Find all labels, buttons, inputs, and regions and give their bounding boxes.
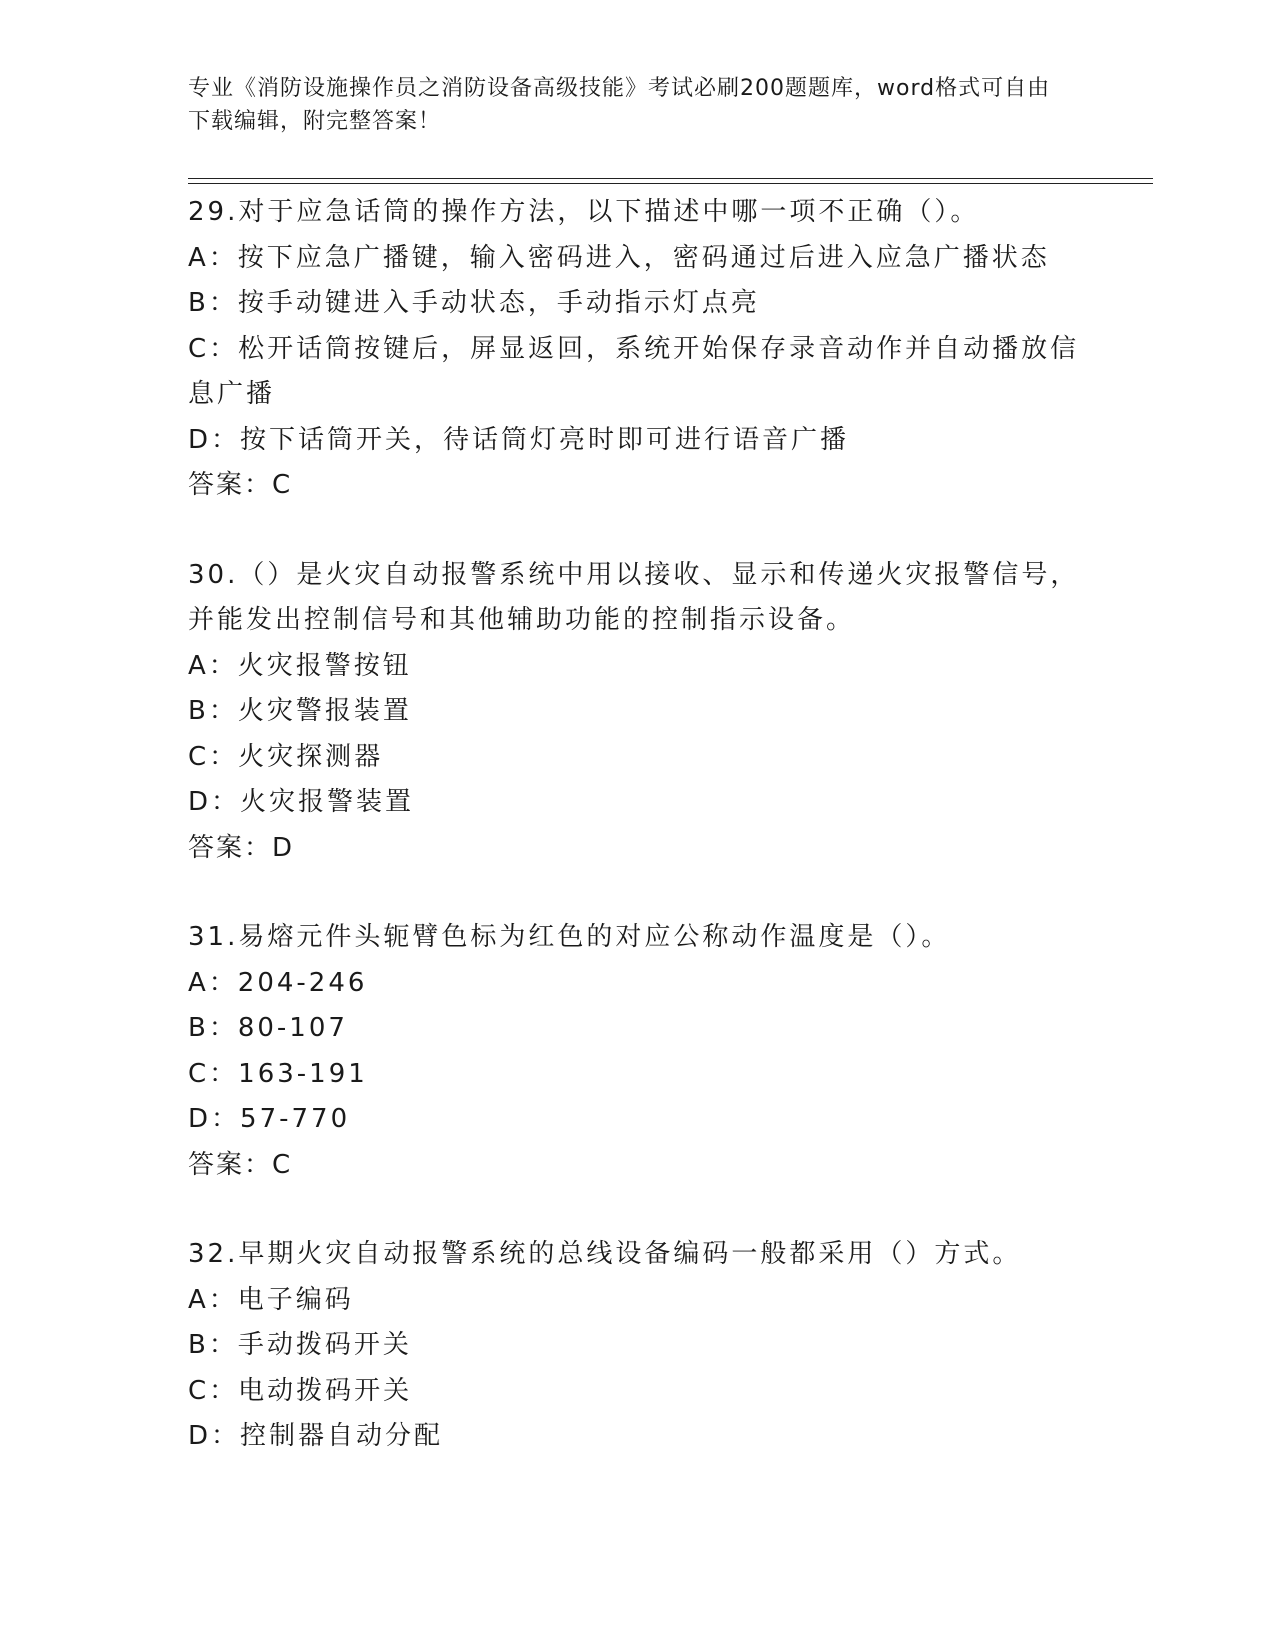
question-stem: 31.易熔元件头轭臂色标为红色的对应公称动作温度是（）。 <box>188 922 951 952</box>
answer-value: D <box>272 832 294 863</box>
option-b: B：按手动键进入手动状态，手动指示灯点亮 <box>188 288 760 318</box>
option-d: D：火灾报警装置 <box>188 787 415 817</box>
option-a: A：火灾报警按钮 <box>188 650 412 681</box>
header-divider-top <box>188 178 1153 179</box>
answer-line <box>188 826 1088 872</box>
option-d: D：按下话筒开关，待话筒灯亮时即可进行语音广播 <box>188 424 850 455</box>
question-stem: 29.对于应急话筒的操作方法，以下描述中哪一项不正确（）。 <box>188 197 980 227</box>
option-c: C：松开话筒按键后，屏显返回，系统开始保存录音动作并自动播放信息广播 <box>188 333 1080 409</box>
option-d: D：57-770 <box>188 1104 351 1134</box>
option-b: B：手动拨码开关 <box>188 1330 412 1360</box>
answer-value: C <box>272 470 292 500</box>
option-b: B：火灾警报装置 <box>188 696 412 726</box>
header-divider-bottom <box>188 183 1153 184</box>
answer-label: 答案： <box>188 470 273 500</box>
option-b: B：80-107 <box>188 1013 348 1043</box>
question-stem: 32.早期火灾自动报警系统的总线设备编码一般都采用（）方式。 <box>188 1239 1022 1269</box>
question-32 <box>188 1232 1088 1460</box>
answer-line <box>188 463 1088 509</box>
option-c: C：火灾探测器 <box>188 741 384 772</box>
question-30 <box>188 553 1088 872</box>
answer-label: 答案： <box>188 1149 273 1180</box>
answer-line <box>188 1143 1088 1189</box>
answer-label: 答案： <box>188 832 273 863</box>
question-31 <box>188 915 1088 1188</box>
question-29 <box>188 190 1088 509</box>
option-a: A：按下应急广播键，输入密码进入，密码通过后进入应急广播状态 <box>188 242 1050 273</box>
option-a: A：电子编码 <box>188 1284 354 1315</box>
option-c: C：电动拨码开关 <box>188 1375 413 1406</box>
header-text: 专业《消防设施操作员之消防设备高级技能》考试必刷200题题库，word格式可自由下载编辑，附完整答案！ <box>188 76 1051 134</box>
answer-value: C <box>272 1149 292 1180</box>
question-list <box>188 190 1088 1504</box>
question-stem: 30.（）是火灾自动报警系统中用以接收、显示和传递火灾报警信号，并能发出控制信号和其他辅助功能的控制指示设备。 <box>188 559 1080 635</box>
option-a: A：204-246 <box>188 967 368 998</box>
option-c: C：163-191 <box>188 1058 368 1089</box>
option-d: D：控制器自动分配 <box>188 1421 444 1451</box>
document-header <box>188 72 1068 138</box>
